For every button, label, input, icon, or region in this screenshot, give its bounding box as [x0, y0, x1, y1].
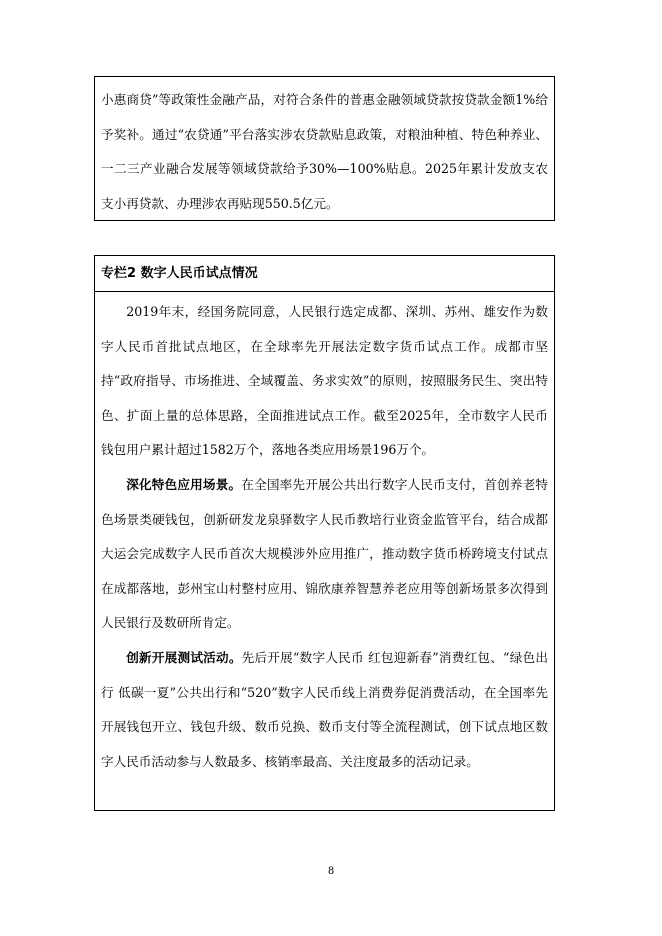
column-title: 专栏2 数字人民币试点情况: [95, 256, 554, 292]
page-number: 8: [327, 866, 335, 877]
testing-heading: 创新开展测试活动。: [126, 649, 242, 665]
testing-text: 先后开展“数字人民币 红包迎新春”消费红包、“绿色出行 低碳一夏”公共出行和“520”数字人民币线上消费券促消费活动，在全国率先开展钱包开立、钱包升级、数币兑换、数币支付等全流程测试，创下试点地区数字人民币活动参与人数最多、核销率最高、关注度最多的活动记录。: [101, 649, 548, 769]
continuation-paragraph: 小惠商贷”等政策性金融产品，对符合条件的普惠金融领域贷款按贷款金额1%给予奖补。通过“农贷通”平台落实涉农贷款贴息政策，对粮油种植、特色种养业、一二三产业融合发展等领域贷款给予30%—100%贴息。2025年累计发放支农支小再贷款、办理涉农再贴现550.5亿元。: [101, 92, 548, 211]
scenario-heading: 深化特色应用场景。: [126, 476, 242, 492]
scenario-text: 在全国率先开展公共出行数字人民币支付，首创养老特色场景类硬钱包，创新研发龙泉驿数字人民币教培行业资金监管平台，结合成都大运会完成数字人民币首次大规模涉外应用推广，推动数字货币桥跨境支付试点在成都落地，彭州宝山村整村应用、锦欣康养智慧养老应用等创新场景多次得到人民银行及数研所肯定。: [101, 476, 549, 631]
scenario-paragraph: [101, 468, 548, 641]
testing-paragraph: [101, 641, 548, 779]
intro-paragraph: 2019年末，经国务院同意，人民银行选定成都、深圳、苏州、雄安作为数字人民币首批试点地区，在全球率先开展法定数字货币试点工作。成都市坚持“政府指导、市场推进、全域覆盖、务求实效”的原则，按照服务民生、突出特色、扩面上量的总体思路，全面推进试点工作。截至2025年，全市数字人民币钱包用户累计超过1582万个，落地各类应用场景196万个。: [101, 304, 548, 458]
continuation-box: [94, 76, 555, 221]
column-body: [95, 292, 554, 779]
column-box: [94, 255, 555, 811]
